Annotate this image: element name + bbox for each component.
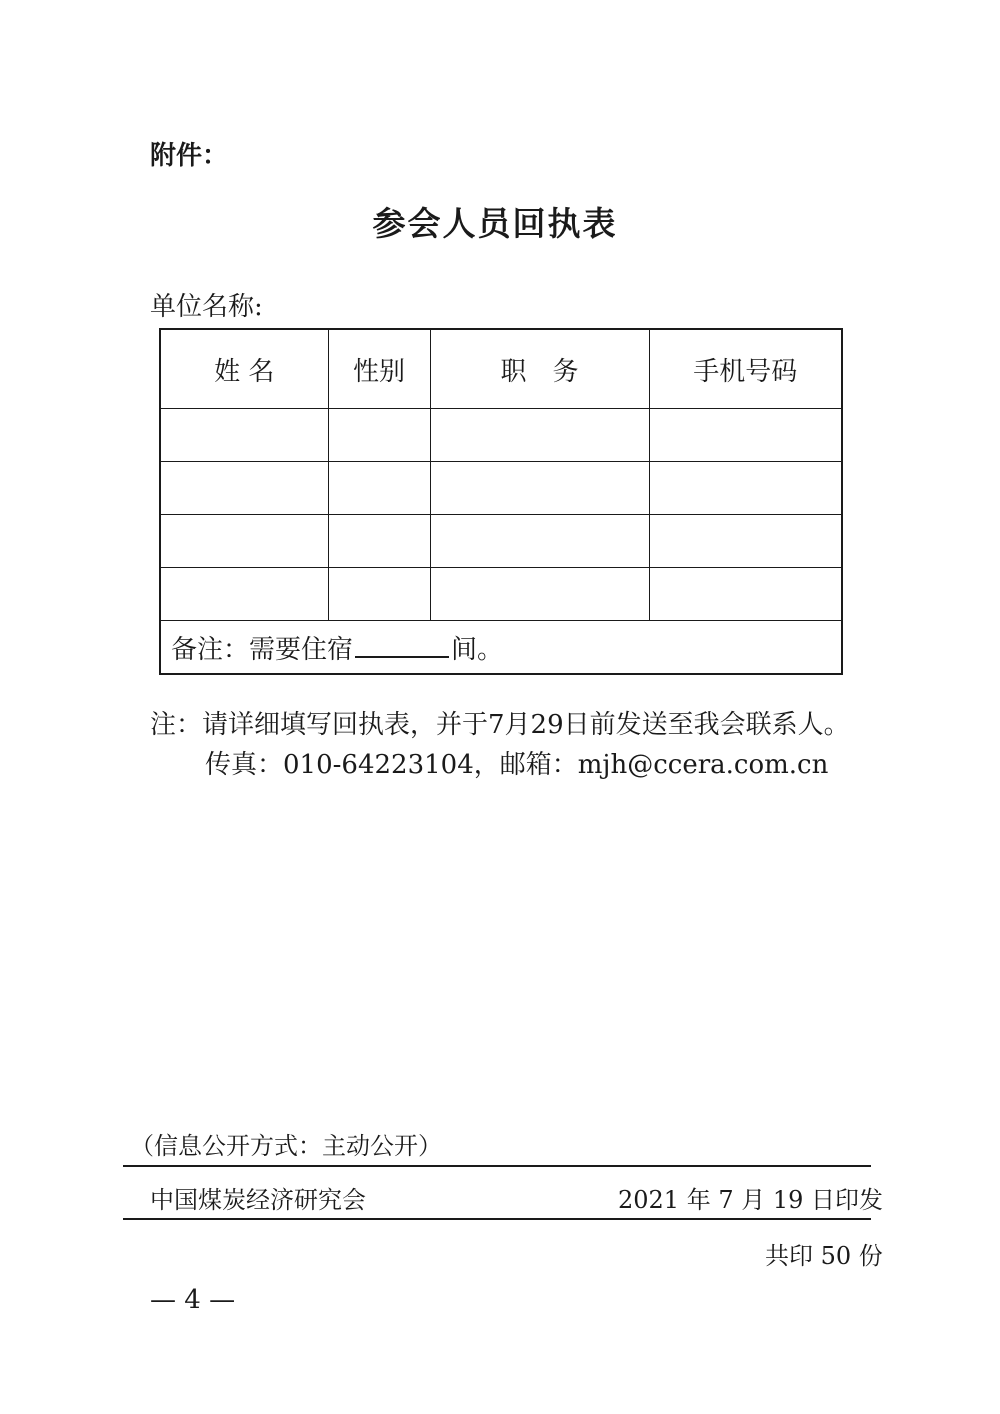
header-name: 姓 名 — [160, 329, 328, 409]
footer-top-divider — [123, 1165, 871, 1167]
cell-name[interactable] — [160, 568, 328, 621]
cell-position[interactable] — [430, 462, 649, 515]
note-instructions: 注：请详细填写回执表，并于7月29日前发送至我会联系人。 — [150, 710, 850, 740]
cell-phone[interactable] — [649, 462, 842, 515]
cell-name[interactable] — [160, 409, 328, 462]
cell-gender[interactable] — [328, 462, 430, 515]
remark-row — [160, 621, 842, 675]
header-position: 职 务 — [430, 329, 649, 409]
attendee-table — [159, 328, 843, 675]
page-number: — 4 — — [150, 1285, 236, 1315]
table-header-row — [160, 329, 842, 409]
remark-prefix: 备注：需要住宿 — [171, 634, 354, 665]
cell-gender[interactable] — [328, 568, 430, 621]
table-row — [160, 568, 842, 621]
header-gender: 性别 — [328, 329, 430, 409]
page-title: 参会人员回执表 — [372, 204, 618, 243]
header-phone: 手机号码 — [649, 329, 842, 409]
remark-suffix: 间。 — [451, 634, 504, 665]
room-count-blank[interactable] — [355, 630, 449, 658]
cell-phone[interactable] — [649, 409, 842, 462]
note-contact: 传真：010-64223104，邮箱：mjh@ccera.com.cn — [205, 750, 829, 780]
table-row — [160, 409, 842, 462]
cell-position[interactable] — [430, 515, 649, 568]
cell-name[interactable] — [160, 515, 328, 568]
attachment-label: 附件： — [150, 141, 229, 171]
issue-date: 2021 年 7 月 19 日印发 — [618, 1186, 884, 1214]
cell-gender[interactable] — [328, 515, 430, 568]
cell-name[interactable] — [160, 462, 328, 515]
cell-gender[interactable] — [328, 409, 430, 462]
footer-bottom-divider — [123, 1218, 871, 1220]
issuer-name: 中国煤炭经济研究会 — [150, 1186, 366, 1214]
unit-name-label: 单位名称: — [150, 292, 263, 322]
remark-cell — [160, 621, 842, 675]
disclosure-mode: （信息公开方式：主动公开） — [130, 1132, 442, 1160]
cell-position[interactable] — [430, 409, 649, 462]
table-row — [160, 462, 842, 515]
table-row — [160, 515, 842, 568]
cell-phone[interactable] — [649, 515, 842, 568]
cell-phone[interactable] — [649, 568, 842, 621]
print-copies: 共印 50 份 — [765, 1242, 883, 1270]
cell-position[interactable] — [430, 568, 649, 621]
